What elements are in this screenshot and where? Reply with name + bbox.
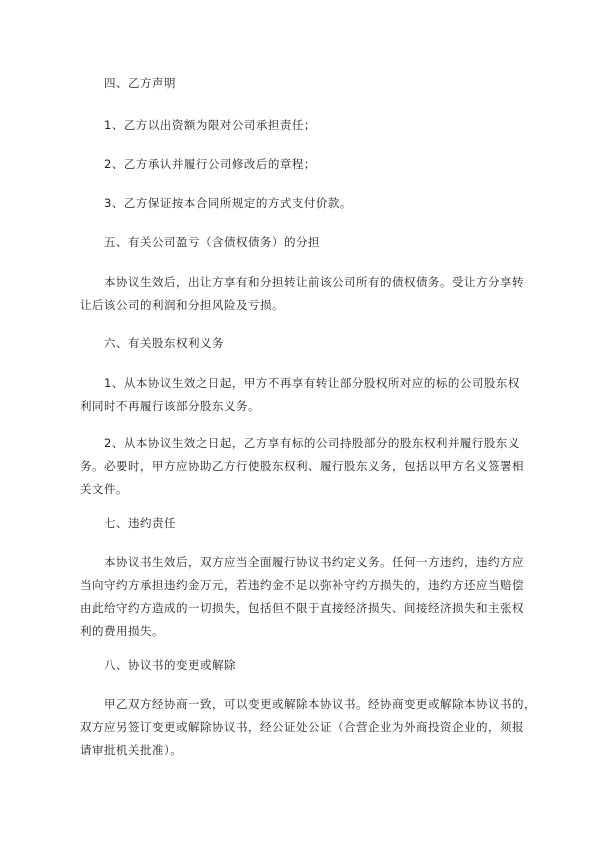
paragraph-line: 双方应另签订变更或解除协议书，经公证处公证（合营企业为外商投资企业的，须报 [80,720,524,734]
paragraph-line: 利同时不再履行该部分股东义务。 [80,399,260,413]
paragraph-line: 甲乙双方经协商一致，可以变更或解除本协议书。经协商变更或解除本协议书的， [104,697,536,711]
paragraph-line: 关文件。 [80,482,128,496]
paragraph-line: 利的费用损失。 [80,624,164,638]
section-heading-8: 八、协议书的变更或解除 [104,658,236,672]
paragraph-amendment [80,693,536,762]
section-heading-7: 七、违约责任 [104,516,176,530]
list-item: 1、乙方以出资额为限对公司承担责任； [104,118,316,132]
paragraph-breach-liability [80,551,524,643]
paragraph-line: 当向守约方承担违约金万元，若违约金不足以弥补守约方损失的，违约方还应当赔偿 [80,578,524,592]
paragraph-line: 请审批机关批准）。 [80,743,183,757]
list-item: 3、乙方保证按本合同所规定的方式支付价款。 [104,196,352,210]
paragraph-line: 本协议生效后，出让方享有和分担转让前该公司所有的债权债务。受让方分享转 [104,275,524,289]
section-heading-6: 六、有关股东权利义务 [104,336,224,350]
list-item: 2、乙方承认并履行公司修改后的章程； [104,157,316,171]
section-heading-5: 五、有关公司盈亏（含债权债务）的分担 [104,235,320,249]
paragraph-line: 由此给守约方造成的一切损失，包括但不限于直接经济损失、间接经济损失和主张权 [80,601,524,615]
paragraph-line: 1、从本协议生效之日起，甲方不再享有转让部分股权所对应的标的公司股东权 [104,376,520,390]
section-heading-4: 四、乙方声明 [104,76,176,90]
paragraph-line: 本协议书生效后，双方应当全面履行协议书约定义务。任何一方违约，违约方应 [104,555,524,569]
paragraph-shareholder-item-1 [80,372,520,418]
paragraph-line: 让后该公司的利润和分担风险及亏损。 [80,298,284,312]
paragraph-line: 务。必要时，甲方应协助乙方行使股东权利、履行股东义务，包括以甲方名义签署相 [80,459,524,473]
paragraph-line: 2、从本协议生效之日起，乙方享有标的公司持股部分的股东权利并履行股东义 [104,436,520,450]
paragraph-profit-loss [80,271,524,317]
paragraph-shareholder-item-2 [80,432,524,501]
